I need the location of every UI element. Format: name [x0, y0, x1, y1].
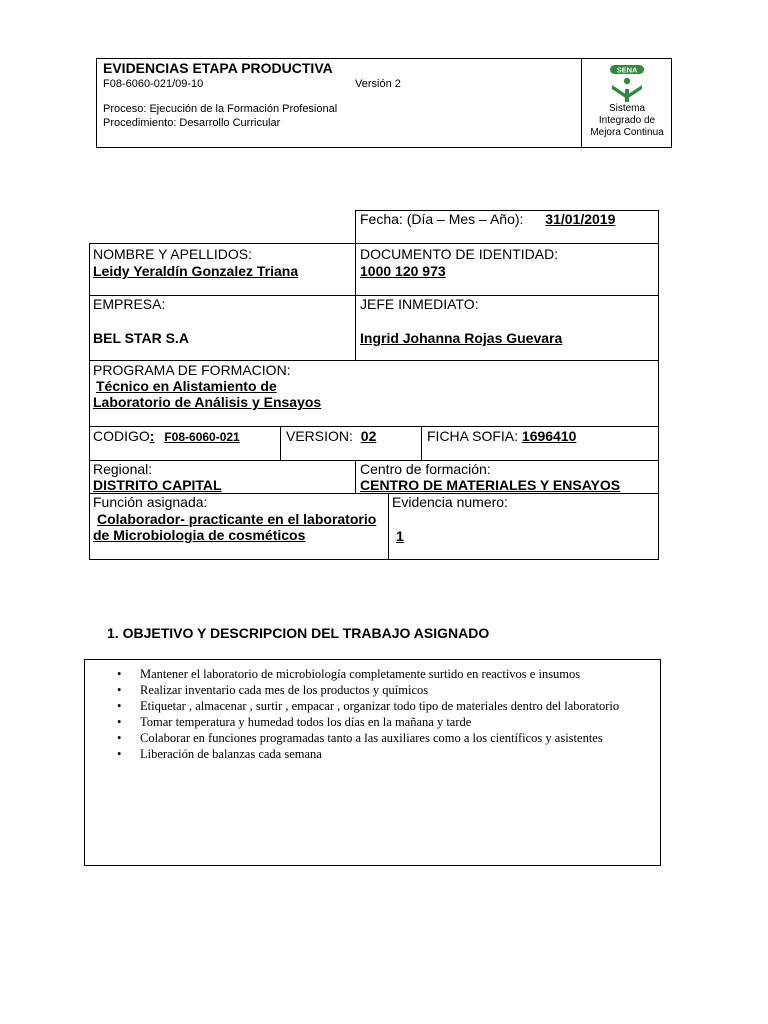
- document-code: F08-6060-021/09-10: [103, 78, 204, 90]
- nombre-label: NOMBRE Y APELLIDOS:: [93, 246, 252, 262]
- procedure-text: Procedimiento: Desarrollo Curricular: [103, 117, 281, 129]
- codigo-colon: :: [149, 428, 155, 444]
- jefe-label: JEFE INMEDIATO:: [360, 296, 479, 312]
- version-label: VERSION:: [286, 428, 353, 444]
- version-field: [286, 428, 376, 444]
- fecha-field: [360, 211, 615, 227]
- evidencia-value: 1: [396, 528, 404, 544]
- centro-label: Centro de formación:: [360, 461, 491, 477]
- programa-value-line1: Técnico en Alistamiento de: [96, 378, 277, 394]
- process-text: Proceso: Ejecución de la Formación Profesional: [103, 103, 338, 115]
- ficha-field: [427, 428, 576, 444]
- codigo-label: CODIGO: [93, 428, 150, 444]
- ficha-label: FICHA SOFIA:: [427, 428, 519, 444]
- empresa-value: BEL STAR S.A: [93, 330, 189, 346]
- codigo-field: [93, 428, 240, 444]
- programa-value-line2: Laboratorio de Análisis y Ensayos: [93, 394, 322, 410]
- regional-label: Regional:: [93, 461, 153, 477]
- empresa-label: EMPRESA:: [93, 296, 166, 312]
- documento-label: DOCUMENTO DE IDENTIDAD:: [360, 246, 559, 262]
- version-value: 02: [360, 428, 377, 444]
- funcion-value-line1: Colaborador- practicante en el laboratorio: [97, 511, 377, 527]
- task-item: • Etiquetar , almacenar , surtir , empacar , organizar todo tipo de materiales dentro del laboratorio: [85, 698, 660, 714]
- task-list-box: [84, 659, 661, 866]
- nombre-value: Leidy Yeraldín Gonzalez Triana: [93, 263, 299, 279]
- regional-value: DISTRITO CAPITAL: [93, 477, 222, 493]
- system-label: [582, 103, 672, 139]
- documento-value: 1000 120 973: [360, 263, 446, 279]
- funcion-value-line2: de Microbiologia de cosméticos: [93, 527, 306, 543]
- system-line-1: Sistema: [608, 103, 646, 114]
- task-item: • Mantener el laboratorio de microbiología completamente surtido en reactivos e insumos: [85, 666, 660, 682]
- svg-text:SENA: SENA: [616, 65, 638, 75]
- fecha-label: Fecha: (Día – Mes – Año):: [360, 211, 524, 227]
- sena-logo: [604, 63, 650, 103]
- task-list: [85, 666, 660, 762]
- fecha-value: 31/01/2019: [545, 211, 616, 227]
- codigo-value: F08-6060-021: [164, 430, 240, 444]
- document-title: EVIDENCIAS ETAPA PRODUCTIVA: [103, 60, 333, 76]
- programa-label: PROGRAMA DE FORMACION:: [93, 362, 291, 378]
- funcion-label: Función asignada:: [93, 494, 208, 510]
- ficha-value: 1696410: [521, 428, 577, 444]
- system-line-3: Mejora Continua: [590, 127, 664, 138]
- task-item: • Liberación de balanzas cada semana: [85, 746, 660, 762]
- section1-heading: 1. OBJETIVO Y DESCRIPCION DEL TRABAJO ASIGNADO: [107, 625, 490, 641]
- task-item: • Tomar temperatura y humedad todos los días en la mañana y tarde: [85, 714, 660, 730]
- evidencia-label: Evidencia numero:: [392, 494, 508, 510]
- task-item: • Colaborar en funciones programadas tanto a las auxiliares como a los científicos y asistentes: [85, 730, 660, 746]
- jefe-value: Ingrid Johanna Rojas Guevara: [360, 330, 563, 346]
- task-item: • Realizar inventario cada mes de los productos y químicos: [85, 682, 660, 698]
- document-version: Versión 2: [355, 78, 401, 90]
- system-line-2: Integrado de: [598, 115, 656, 126]
- centro-value: CENTRO DE MATERIALES Y ENSAYOS: [360, 477, 621, 493]
